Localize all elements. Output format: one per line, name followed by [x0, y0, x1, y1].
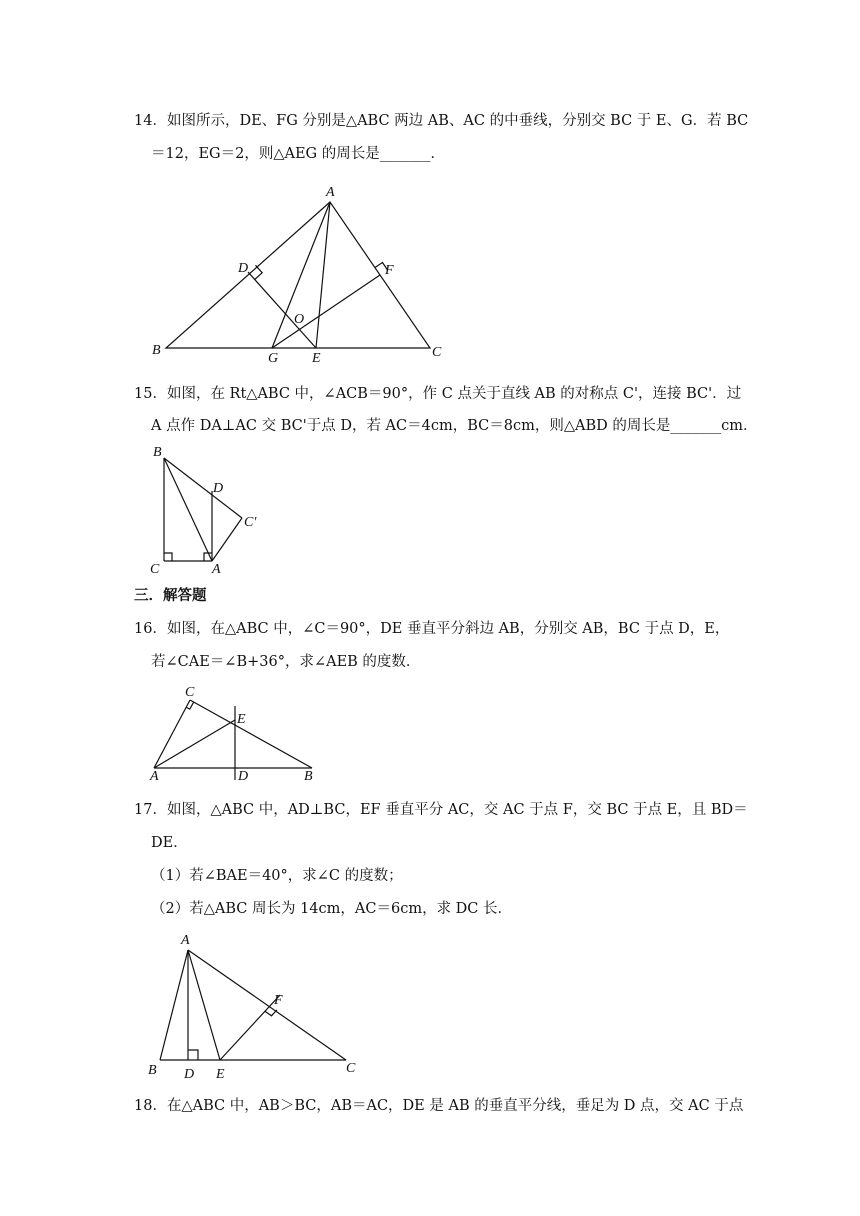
q15-line-bc1 — [164, 458, 242, 518]
q17-line-ae — [188, 950, 220, 1060]
q15-right-angle-c — [164, 553, 172, 561]
q14-text-line1: 14．如图所示，DE、FG 分别是△ABC 两边 AB、AC 的中垂线，分别交 BC 于 E、G．若 BC — [134, 113, 749, 129]
q15-text-line1: 15．如图，在 Rt△ABC 中，∠ACB＝90°，作 C 点关于直线 AB 的对称点 C'，连接 BC'．过 — [134, 386, 742, 402]
q16-line-cb — [190, 700, 312, 768]
q17-label-e: E — [216, 1067, 225, 1082]
q14-label-d: D — [238, 261, 249, 276]
q16-label-c: C — [185, 685, 195, 700]
q14-label-f: F — [385, 263, 394, 278]
q14-label-a: A — [326, 185, 335, 200]
q14-label-g: G — [268, 351, 279, 366]
q17-part1: （1）若∠BAE＝40°，求∠C 的度数； — [151, 868, 403, 884]
q14-text-line2: ＝12，EG＝2，则△AEG 的周长是_______． — [151, 146, 445, 162]
q17-label-a: A — [181, 933, 190, 948]
q14-label-o: O — [294, 312, 305, 327]
q14-line-de — [248, 272, 316, 348]
q18-text-line1: 18．在△ABC 中，AB＞BC，AB＝AC，DE 是 AB 的垂直平分线，垂足为 D 点，交 AC 于点 — [134, 1098, 744, 1114]
q17-label-d: D — [184, 1067, 195, 1082]
q15-label-a: A — [212, 562, 221, 576]
q17-line-ab — [160, 950, 188, 1060]
q16-label-a: A — [150, 769, 159, 784]
q16-figure — [140, 680, 340, 784]
q17-line-ef — [220, 995, 280, 1060]
q16-label-b: B — [304, 769, 313, 784]
q17-label-b: B — [148, 1063, 157, 1078]
q17-label-f: F — [274, 993, 283, 1008]
q15-figure — [140, 440, 280, 576]
q17-text-line1: 17．如图，△ABC 中，AD⊥BC，EF 垂直平分 AC，交 AC 于点 F，交 BC 于点 E，且 BD＝ — [134, 802, 748, 818]
q17-text-line2: DE． — [151, 835, 188, 851]
q15-line-ab — [164, 458, 212, 561]
q17-figure — [140, 928, 370, 1082]
q16-text-line1: 16．如图，在△ABC 中，∠C＝90°，DE 垂直平分斜边 AB，分别交 AB，BC 于点 D，E， — [134, 621, 730, 637]
q14-label-e: E — [312, 351, 321, 366]
q14-figure — [140, 178, 460, 368]
q17-right-angle-d — [188, 1050, 198, 1060]
q14-line-fg — [272, 275, 380, 348]
q15-label-d: D — [213, 481, 224, 496]
q14-line-ae — [316, 202, 330, 348]
q15-label-b: B — [153, 445, 162, 460]
q17-part2: （2）若△ABC 周长为 14cm，AC＝6cm，求 DC 长． — [151, 901, 513, 917]
q17-label-c: C — [346, 1061, 356, 1076]
section-title: 三．解答题 — [134, 588, 207, 604]
q16-text-line2: 若∠CAE＝∠B+36°，求∠AEB 的度数． — [151, 654, 421, 670]
q15-label-c: C — [150, 562, 160, 576]
q15-line-ac1 — [212, 518, 242, 561]
q17-line-ac — [188, 950, 346, 1060]
q16-label-d: D — [238, 769, 249, 784]
q16-label-e: E — [237, 712, 246, 727]
q15-label-c-prime: C' — [244, 515, 257, 530]
q14-label-b: B — [152, 343, 161, 358]
q14-label-c: C — [432, 345, 442, 360]
q15-text-line2: A 点作 DA⊥AC 交 BC'于点 D，若 AC＝4cm，BC＝8cm，则△ABD 的周长是_______cm． — [151, 418, 758, 434]
